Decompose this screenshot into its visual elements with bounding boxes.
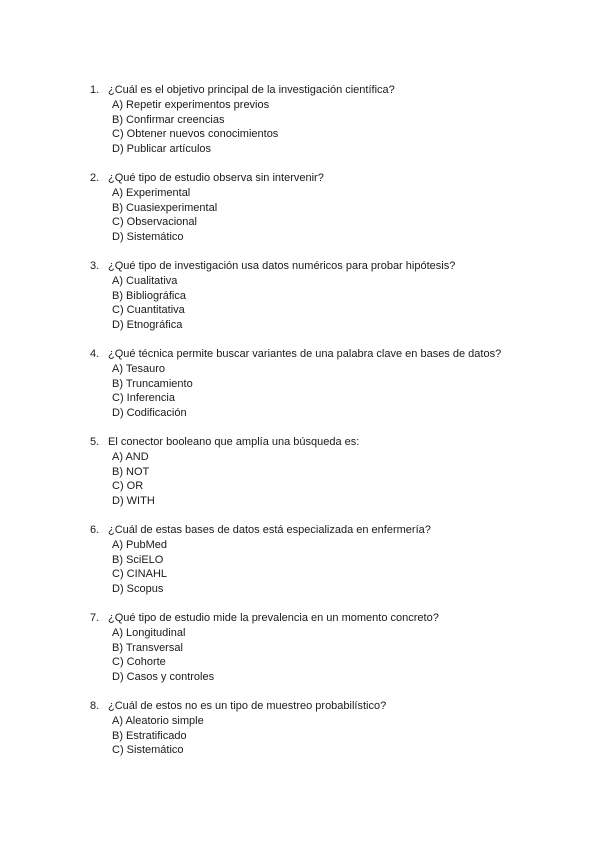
option-d: D) Scopus [112,582,164,595]
option-b: B) Truncamiento [112,377,193,390]
option-a: A) Tesauro [112,363,165,375]
question-number: 6. [90,524,100,536]
question-text: ¿Qué tipo de estudio observa sin intervenir? [108,172,324,184]
option-b: B) Bibliográfica [112,289,186,302]
option-c: C) Obtener nuevos conocimientos [112,128,279,140]
option-b: B) Transversal [112,641,183,654]
question-text: ¿Qué técnica permite buscar variantes de una palabra clave en bases de datos? [108,348,502,360]
option-a: A) Aleatorio simple [112,715,204,727]
option-a: A) AND [112,451,149,463]
option-a: A) Longitudinal [112,627,186,639]
question-number: 2. [90,172,100,184]
option-d: D) Publicar artículos [112,142,212,155]
question-text: ¿Cuál es el objetivo principal de la investigación científica? [108,84,395,96]
option-d: D) Codificación [112,406,187,419]
question-text: ¿Qué tipo de investigación usa datos numéricos para probar hipótesis? [108,260,456,272]
question-text: ¿Cuál de estos no es un tipo de muestreo probabilístico? [108,700,387,712]
option-a: A) PubMed [112,539,168,551]
option-b: B) Estratificado [112,729,187,742]
option-d: D) WITH [112,494,155,507]
option-c: C) OR [112,480,144,492]
question-number: 4. [90,348,100,360]
question-number: 1. [90,84,100,96]
question-number: 8. [90,700,100,712]
option-d: D) Etnográfica [112,318,183,331]
question-number: 3. [90,260,100,272]
option-b: B) NOT [112,465,150,478]
question-number: 7. [90,612,100,624]
option-c: C) Inferencia [112,392,175,404]
option-d: D) Sistemático [112,230,184,243]
question-text: El conector booleano que amplía una búsqueda es: [108,436,360,448]
option-c: C) Cuantitativa [112,304,185,316]
option-b: B) Confirmar creencias [112,113,225,126]
option-c: C) Sistemático [112,744,184,756]
question-text: ¿Cuál de estas bases de datos está especializada en enfermería? [108,524,431,536]
option-b: B) Cuasiexperimental [112,201,218,214]
option-d: D) Casos y controles [112,670,215,683]
option-a: A) Cualitativa [112,275,178,287]
question-text: ¿Qué tipo de estudio mide la prevalencia en un momento concreto? [108,612,439,624]
question-number: 5. [90,436,100,448]
option-c: C) Cohorte [112,656,166,668]
option-b: B) SciELO [112,553,164,566]
option-c: C) Observacional [112,216,197,228]
option-a: A) Experimental [112,187,191,199]
option-a: A) Repetir experimentos previos [112,99,270,111]
option-c: C) CINAHL [112,568,168,580]
